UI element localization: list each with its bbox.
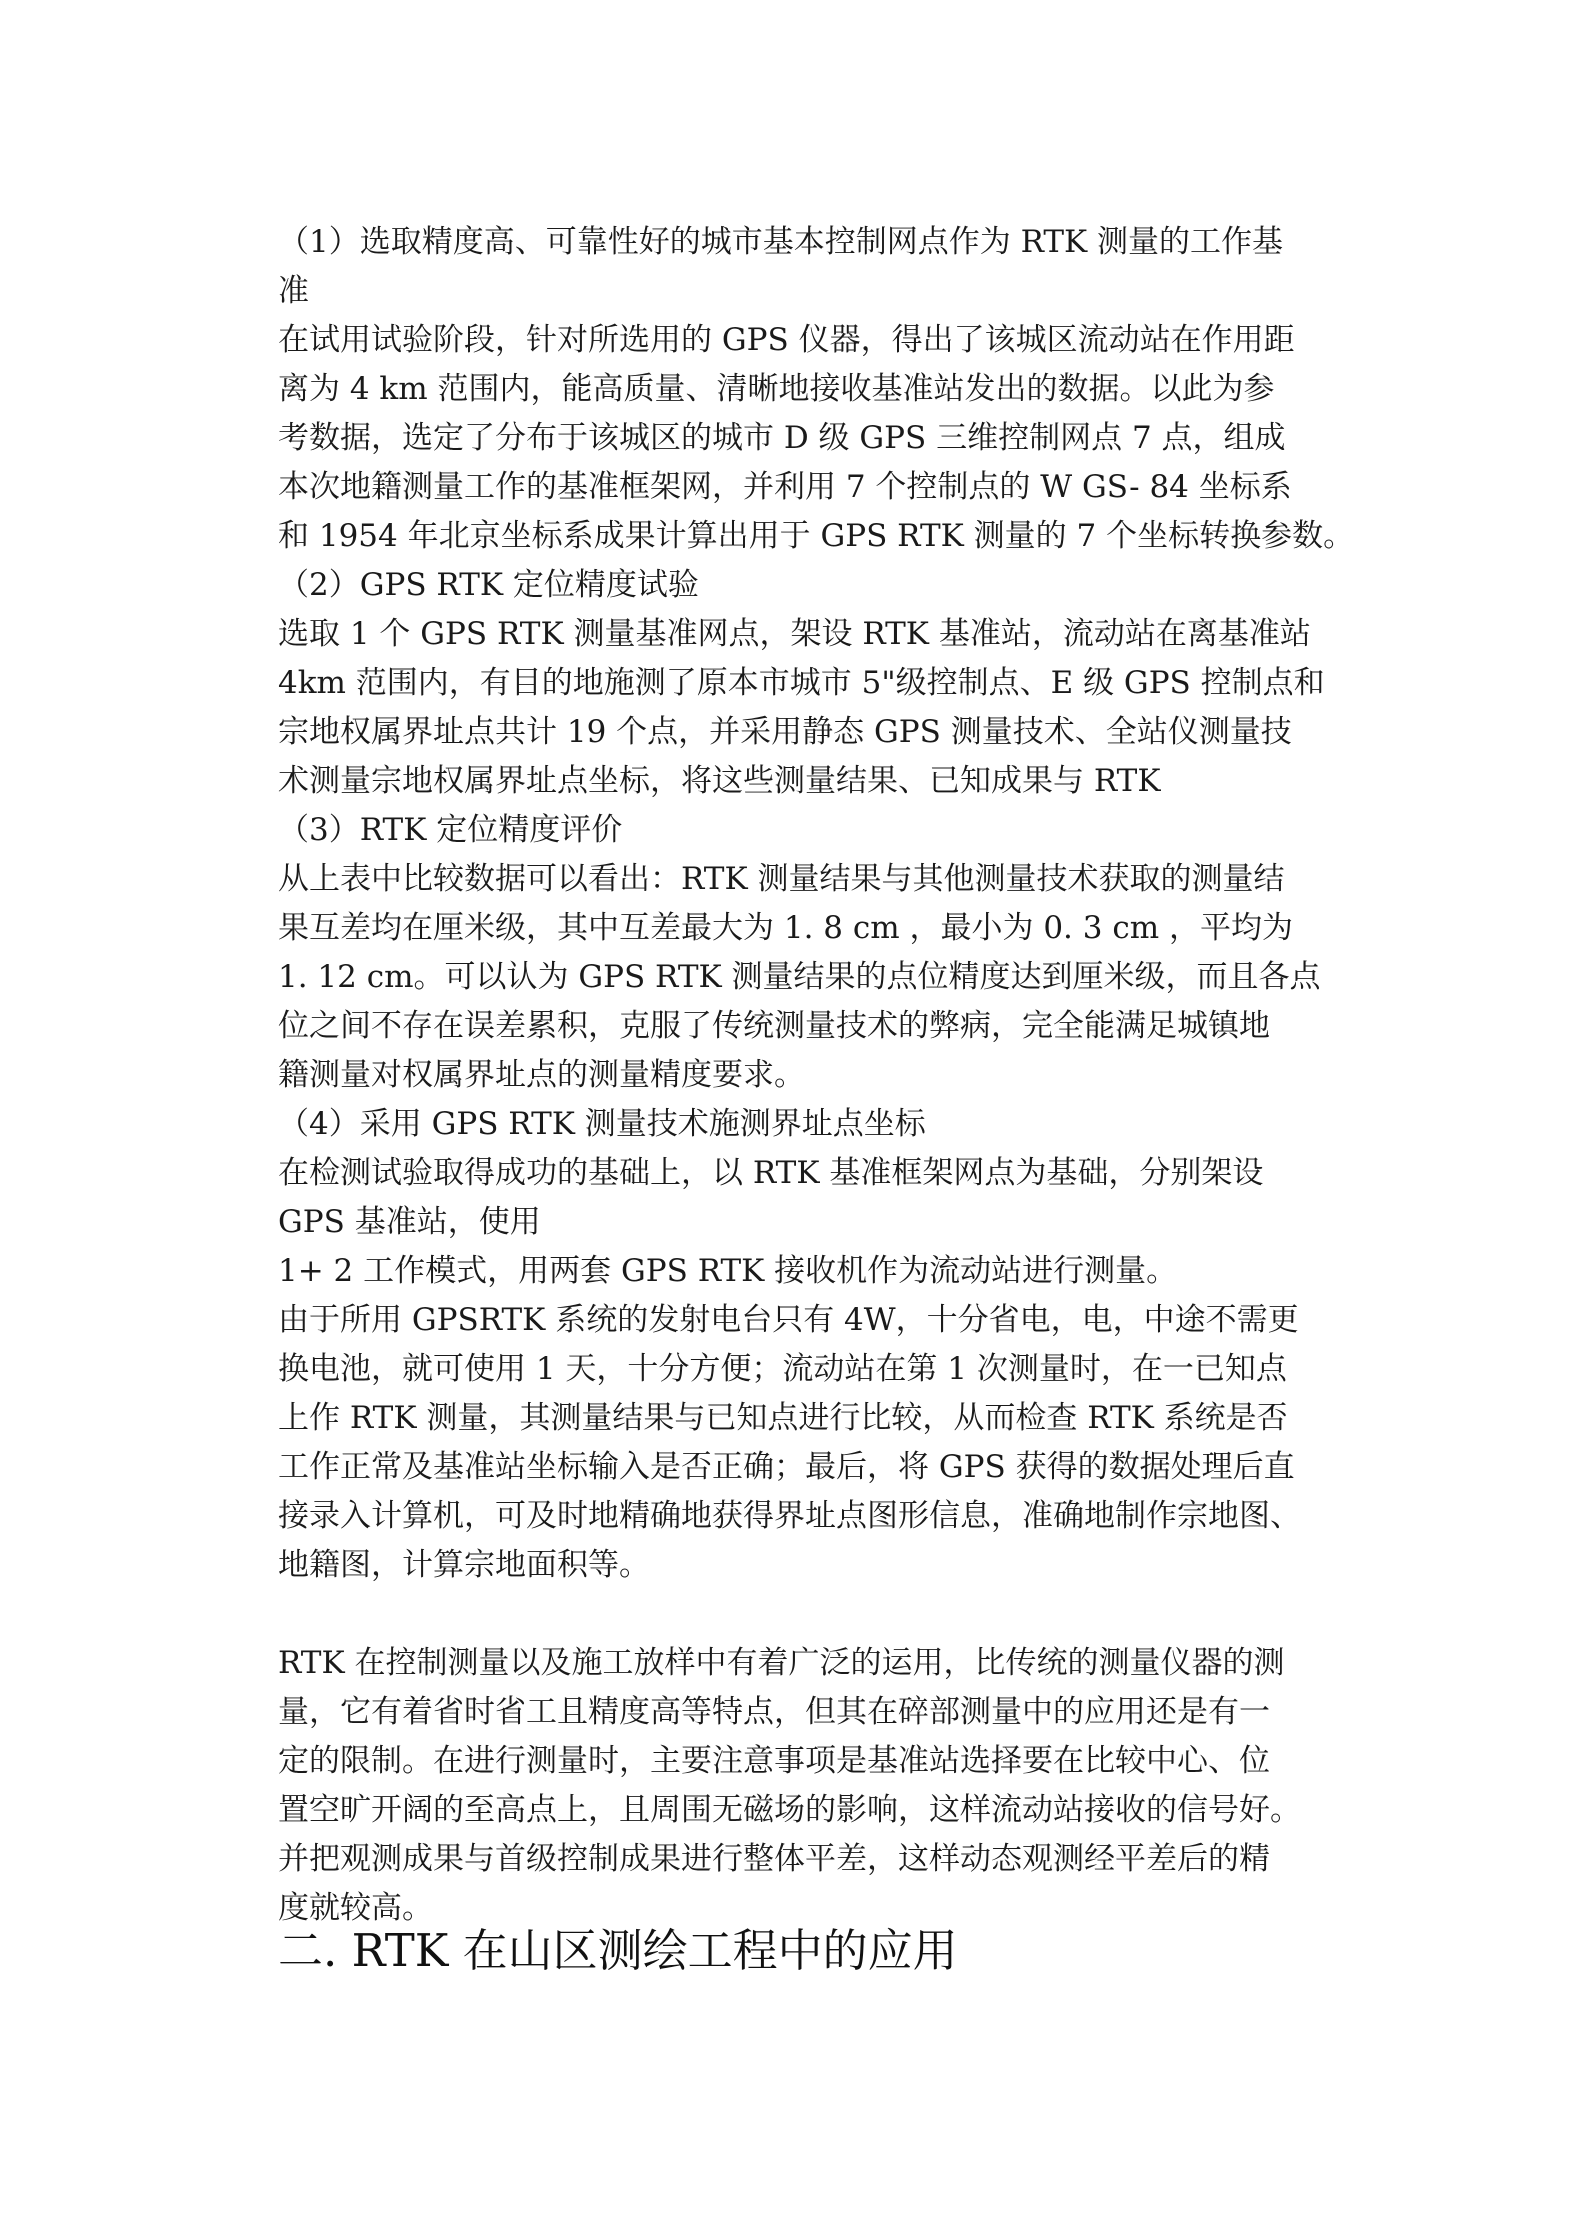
body-line: 工作正常及基准站坐标输入是否正确；最后，将 GPS 获得的数据处理后直 bbox=[278, 1449, 1295, 1485]
summary-line: 并把观测成果与首级控制成果进行整体平差，这样动态观测经平差后的精 bbox=[278, 1841, 1270, 1877]
body-line: 在检测试验取得成功的基础上，以 RTK 基准框架网点为基础，分别架设 bbox=[278, 1155, 1264, 1191]
summary-line: 置空旷开阔的至高点上，且周围无磁场的影响，这样流动站接收的信号好。 bbox=[278, 1792, 1301, 1828]
body-line: 果互差均在厘米级，其中互差最大为 1. 8 cm ，最小为 0. 3 cm ，平均为 bbox=[278, 910, 1293, 946]
body-line: 位之间不存在误差累积，克服了传统测量技术的弊病，完全能满足城镇地 bbox=[278, 1008, 1270, 1044]
document-body bbox=[278, 218, 1355, 1933]
subsection-title: （3）RTK 定位精度评价 bbox=[278, 812, 623, 848]
body-line: 换电池，就可使用 1 天，十分方便；流动站在第 1 次测量时，在一已知点 bbox=[278, 1351, 1287, 1387]
body-line: 术测量宗地权属界址点坐标，将这些测量结果、已知成果与 RTK bbox=[278, 763, 1161, 799]
body-line: 考数据，选定了分布于该城区的城市 D 级 GPS 三维控制网点 7 点，组成 bbox=[278, 420, 1286, 456]
summary-line: RTK 在控制测量以及施工放样中有着广泛的运用，比传统的测量仪器的测 bbox=[278, 1645, 1285, 1681]
body-line: 1+ 2 工作模式，用两套 GPS RTK 接收机作为流动站进行测量。 bbox=[278, 1253, 1178, 1289]
body-line: 准 bbox=[278, 273, 309, 309]
summary-line: 定的限制。在进行测量时，主要注意事项是基准站选择要在比较中心、位 bbox=[278, 1743, 1270, 1779]
body-line: 选取 1 个 GPS RTK 测量基准网点，架设 RTK 基准站，流动站在离基准站 bbox=[278, 616, 1311, 652]
section-heading: 二. RTK 在山区测绘工程中的应用 bbox=[278, 1924, 958, 1977]
summary-line: 量，它有着省时省工且精度高等特点，但其在碎部测量中的应用还是有一 bbox=[278, 1694, 1270, 1730]
body-line: 地籍图，计算宗地面积等。 bbox=[278, 1547, 650, 1583]
body-line: 和 1954 年北京坐标系成果计算出用于 GPS RTK 测量的 7 个坐标转换参数。 bbox=[278, 518, 1355, 554]
body-line: 籍测量对权属界址点的测量精度要求。 bbox=[278, 1057, 805, 1093]
body-line: 上作 RTK 测量，其测量结果与已知点进行比较，从而检查 RTK 系统是否 bbox=[278, 1400, 1288, 1436]
summary-line: 度就较高。 bbox=[278, 1890, 433, 1926]
body-line: GPS 基准站，使用 bbox=[278, 1204, 541, 1240]
body-line: 宗地权属界址点共计 19 个点，并采用静态 GPS 测量技术、全站仪测量技 bbox=[278, 714, 1292, 750]
body-line: 本次地籍测量工作的基准框架网，并利用 7 个控制点的 W GS- 84 坐标系 bbox=[278, 469, 1292, 505]
body-line: 从上表中比较数据可以看出：RTK 测量结果与其他测量技术获取的测量结 bbox=[278, 861, 1285, 897]
subsection-title: （2）GPS RTK 定位精度试验 bbox=[278, 567, 699, 603]
body-line: 4km 范围内，有目的地施测了原本市城市 5"级控制点、E 级 GPS 控制点和 bbox=[278, 665, 1325, 701]
body-line: 接录入计算机，可及时地精确地获得界址点图形信息，准确地制作宗地图、 bbox=[278, 1498, 1301, 1534]
body-line: 由于所用 GPSRTK 系统的发射电台只有 4W，十分省电，电，中途不需更 bbox=[278, 1302, 1299, 1338]
body-line: （1）选取精度高、可靠性好的城市基本控制网点作为 RTK 测量的工作基 bbox=[278, 224, 1284, 260]
body-line: 在试用试验阶段，针对所选用的 GPS 仪器，得出了该城区流动站在作用距 bbox=[278, 322, 1295, 358]
paragraph-gap bbox=[278, 1590, 1314, 1639]
body-line: 离为 4 km 范围内，能高质量、清晰地接收基准站发出的数据。以此为参 bbox=[278, 371, 1275, 407]
subsection-title: （4）采用 GPS RTK 测量技术施测界址点坐标 bbox=[278, 1106, 926, 1142]
body-line: 1. 12 cm。可以认为 GPS RTK 测量结果的点位精度达到厘米级，而且各点 bbox=[278, 959, 1321, 995]
